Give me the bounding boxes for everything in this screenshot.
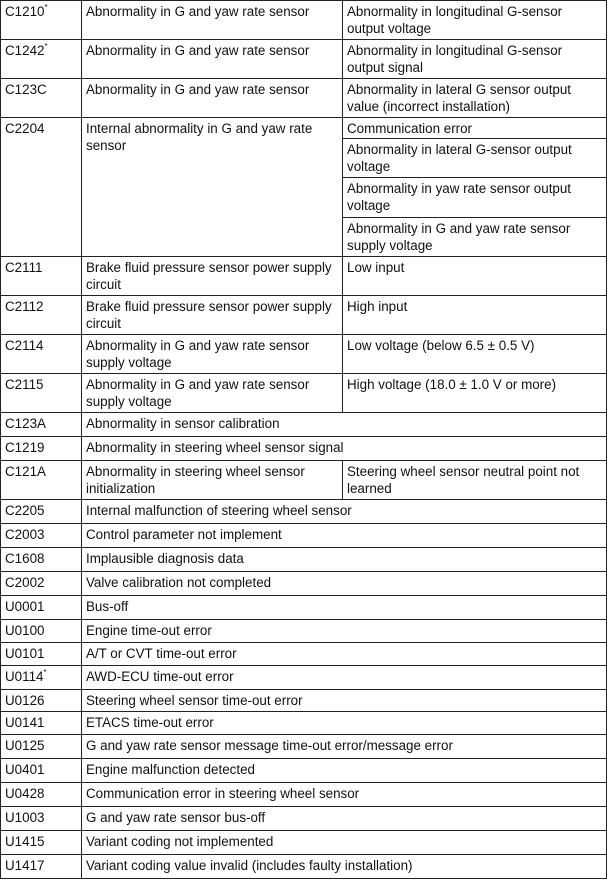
diagnosis-item-cell: Abnormality in steering wheel sensor signal (82, 437, 607, 461)
table-row (1, 257, 607, 296)
diagnosis-item-cell: Bus-off (82, 596, 607, 620)
dtc-code-cell (1, 690, 82, 712)
diagnosis-item-cell: Abnormality in sensor calibration (82, 413, 607, 437)
dtc-code: U0001 (5, 599, 45, 614)
table-row (1, 807, 607, 831)
table-row (1, 500, 607, 524)
dtc-code: C123A (5, 416, 46, 431)
dtc-code: U0125 (5, 738, 45, 753)
diagnosis-item-cell: Variant coding not implemented (82, 831, 607, 855)
footnote-marker: * (44, 2, 48, 12)
diagnosis-item-cell: AWD-ECU time-out error (82, 666, 607, 690)
dtc-code-cell (1, 500, 82, 524)
dtc-code-cell (1, 437, 82, 461)
dtc-code: U0126 (5, 693, 45, 708)
table-row (1, 596, 607, 620)
dtc-code-cell (1, 572, 82, 596)
table-row (1, 437, 607, 461)
dtc-code-cell (1, 643, 82, 666)
dtc-code: U1003 (5, 810, 45, 825)
diagnosis-item-cell: G and yaw rate sensor message time-out error/message error (82, 735, 607, 759)
diagnosis-item-cell: Abnormality in G and yaw rate sensor supply voltage (82, 374, 343, 413)
diagnosis-item-cell: Communication error in steering wheel sensor (82, 783, 607, 807)
diagnosis-item-cell: Internal abnormality in G and yaw rate sensor (82, 118, 343, 257)
table-row (1, 461, 607, 500)
dtc-code: C1219 (5, 440, 45, 455)
dtc-code: U0101 (5, 646, 45, 661)
dtc-code: U1415 (5, 834, 45, 849)
table-row (1, 374, 607, 413)
table-row (1, 40, 607, 79)
diagnosis-item-cell: Abnormality in G and yaw rate sensor (82, 1, 343, 40)
dtc-code: C2114 (5, 338, 44, 353)
dtc-code-cell (1, 40, 82, 79)
dtc-code: C2205 (5, 503, 45, 518)
diagnosis-item-cell: Implausible diagnosis data (82, 548, 607, 572)
diagnosis-item-cell: A/T or CVT time-out error (82, 643, 607, 666)
dtc-code-cell (1, 712, 82, 735)
diagnosis-detail-cell: Low input (343, 257, 607, 296)
dtc-code-cell (1, 807, 82, 831)
diagnosis-detail-cell: High voltage (18.0 ± 1.0 V or more) (343, 374, 607, 413)
diagnosis-detail-cell: Abnormality in lateral G sensor output value (incorrect installation) (343, 79, 607, 118)
table-row (1, 620, 607, 643)
dtc-code-cell (1, 257, 82, 296)
dtc-code-cell (1, 374, 82, 413)
table-row (1, 783, 607, 807)
diagnosis-item-cell: Abnormality in G and yaw rate sensor (82, 79, 343, 118)
dtc-code-cell (1, 118, 82, 257)
diagnosis-item-cell: Abnormality in G and yaw rate sensor (82, 40, 343, 79)
dtc-code-cell (1, 548, 82, 572)
diagnosis-detail-cell: Abnormality in yaw rate sensor output voltage (343, 178, 607, 218)
table-row (1, 118, 607, 139)
diagnosis-detail-cell: Abnormality in longitudinal G-sensor output voltage (343, 1, 607, 40)
table-row (1, 524, 607, 548)
dtc-code-cell (1, 413, 82, 437)
table-row (1, 759, 607, 783)
dtc-code: U0141 (5, 715, 45, 730)
dtc-code-cell (1, 759, 82, 783)
table-row (1, 335, 607, 374)
dtc-code: C2002 (5, 575, 45, 590)
diagnosis-detail-cell: Abnormality in lateral G-sensor output voltage (343, 139, 607, 178)
footnote-marker: * (43, 667, 47, 677)
dtc-code: C123C (5, 82, 47, 97)
table-row (1, 690, 607, 712)
diagnosis-item-cell: Control parameter not implement (82, 524, 607, 548)
diagnosis-item-cell: ETACS time-out error (82, 712, 607, 735)
dtc-code-cell (1, 79, 82, 118)
dtc-code-cell (1, 524, 82, 548)
diagnosis-item-cell: Variant coding value invalid (includes faulty installation) (82, 855, 607, 879)
dtc-code: C2112 (5, 299, 44, 314)
dtc-code-cell (1, 831, 82, 855)
table-row (1, 666, 607, 690)
dtc-code-cell (1, 1, 82, 40)
table-row (1, 855, 607, 879)
dtc-code-cell (1, 666, 82, 690)
footnote-marker: * (44, 41, 48, 51)
dtc-code-cell (1, 855, 82, 879)
dtc-code: C1210 (5, 4, 45, 19)
diagnosis-item-cell: Abnormality in G and yaw rate sensor supply voltage (82, 335, 343, 374)
diagnosis-item-cell: Engine malfunction detected (82, 759, 607, 783)
table-row (1, 79, 607, 118)
diagnosis-detail-cell: Abnormality in longitudinal G-sensor output signal (343, 40, 607, 79)
diagnosis-detail-cell: Communication error (343, 118, 607, 139)
dtc-code: C2111 (5, 260, 43, 275)
diagnosis-item-cell: Brake fluid pressure sensor power supply circuit (82, 296, 343, 335)
table-row (1, 413, 607, 437)
dtc-code-cell (1, 735, 82, 759)
dtc-code: U0114 (5, 669, 44, 684)
table-row (1, 643, 607, 666)
table-row (1, 712, 607, 735)
diagnosis-detail-cell: Low voltage (below 6.5 ± 0.5 V) (343, 335, 607, 374)
dtc-code: U0100 (5, 623, 45, 638)
diagnosis-item-cell: G and yaw rate sensor bus-off (82, 807, 607, 831)
diagnosis-item-cell: Engine time-out error (82, 620, 607, 643)
diagnosis-detail-cell: Abnormality in G and yaw rate sensor supply voltage (343, 218, 607, 257)
dtc-code: C1242 (5, 43, 45, 58)
diagnosis-detail-cell: High input (343, 296, 607, 335)
dtc-code: C2204 (5, 121, 45, 136)
dtc-table-body (1, 1, 607, 879)
table-row (1, 296, 607, 335)
table-row (1, 572, 607, 596)
dtc-code-cell (1, 596, 82, 620)
dtc-code: C2115 (5, 377, 44, 392)
dtc-code-cell (1, 296, 82, 335)
dtc-code: U0428 (5, 786, 45, 801)
table-row (1, 831, 607, 855)
dtc-code-cell (1, 335, 82, 374)
diagnosis-item-cell: Valve calibration not completed (82, 572, 607, 596)
diagnosis-item-cell: Brake fluid pressure sensor power supply circuit (82, 257, 343, 296)
table-row (1, 1, 607, 40)
diagnosis-item-cell: Steering wheel sensor time-out error (82, 690, 607, 712)
dtc-code: C1608 (5, 551, 45, 566)
diagnosis-item-cell: Internal malfunction of steering wheel sensor (82, 500, 607, 524)
dtc-code-cell (1, 620, 82, 643)
dtc-code-cell (1, 461, 82, 500)
dtc-code: C121A (5, 464, 46, 479)
dtc-code: U1417 (5, 858, 45, 873)
diagnosis-item-cell: Abnormality in steering wheel sensor initialization (82, 461, 343, 500)
table-row (1, 548, 607, 572)
table-row (1, 735, 607, 759)
dtc-code-cell (1, 783, 82, 807)
dtc-code: U0401 (5, 762, 45, 777)
dtc-code: C2003 (5, 527, 45, 542)
diagnosis-detail-cell: Steering wheel sensor neutral point not learned (343, 461, 607, 500)
